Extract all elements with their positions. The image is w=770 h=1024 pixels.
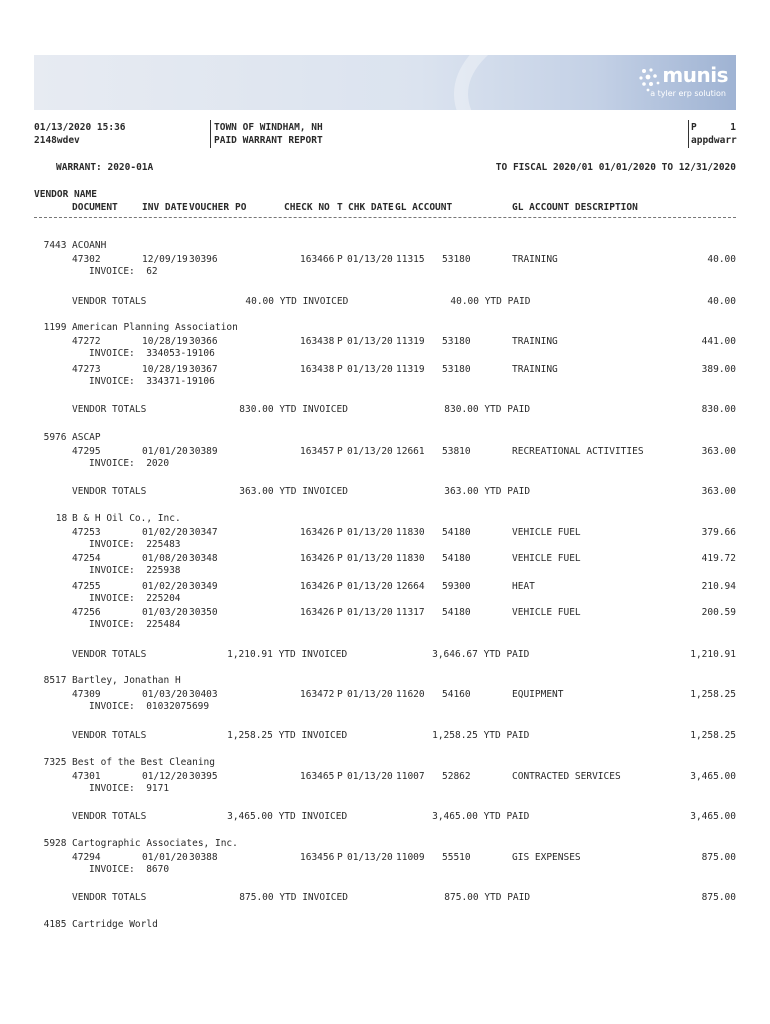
vendor-number: 1199 [43,322,67,333]
vendor-name: American Planning Association [72,322,238,333]
line-gl-org: 12661 [396,446,425,457]
line-type: P [337,527,343,538]
vendor-number: 7325 [43,757,67,768]
town-name: TOWN OF WINDHAM, NH [214,122,323,133]
line-type: P [337,254,343,265]
col-po: PO [235,202,247,213]
vendor-name: Bartley, Jonathan H [72,675,181,686]
line-type: P [337,553,343,564]
vendor-ytd-paid: 363.00 YTD PAID [444,486,531,497]
line-check-no: 163426 [300,607,335,618]
line-chk-date: 01/13/20 [347,581,393,592]
line-gl-description: HEAT [512,581,535,592]
line-gl-description: EQUIPMENT [512,689,564,700]
vendor-number: 7443 [43,240,67,251]
line-check-no: 163426 [300,527,335,538]
line-voucher: 30389 [189,446,218,457]
vendor-name: Cartridge World [72,919,158,930]
line-chk-date: 01/13/20 [347,336,393,347]
line-document: 47309 [72,689,101,700]
line-gl-org: 11830 [396,553,425,564]
line-check-no: 163456 [300,852,335,863]
fiscal-range: TO FISCAL 2020/01 01/01/2020 TO 12/31/2020 [495,162,736,173]
line-check-no: 163438 [300,336,335,347]
vendor-ytd-paid: 40.00 YTD PAID [450,296,531,307]
vendor-ytd-invoiced: 363.00 YTD INVOICED [239,486,348,497]
vendor-totals-label: VENDOR TOTALS [72,404,147,415]
line-amount: 363.00 [701,446,736,457]
vendor-number: 18 [55,513,68,524]
line-gl-org: 11319 [396,364,425,375]
line-inv-date: 01/08/20 [142,553,188,564]
line-gl-description: TRAINING [512,364,558,375]
line-invoice: INVOICE: 334371-19106 [89,376,215,387]
line-amount: 441.00 [701,336,736,347]
line-amount: 389.00 [701,364,736,375]
line-voucher: 30403 [189,689,218,700]
line-type: P [337,607,343,618]
line-check-no: 163465 [300,771,335,782]
line-type: P [337,364,343,375]
line-check-no: 163426 [300,581,335,592]
line-gl-object: 52862 [442,771,471,782]
line-gl-org: 12664 [396,581,425,592]
line-document: 47254 [72,553,101,564]
line-gl-object: 53180 [442,254,471,265]
line-amount: 210.94 [701,581,736,592]
vendor-ytd-invoiced: 830.00 YTD INVOICED [239,404,348,415]
line-gl-org: 11009 [396,852,425,863]
line-inv-date: 01/12/20 [142,771,188,782]
line-invoice: INVOICE: 334053-19106 [89,348,215,359]
col-voucher: VOUCHER [189,202,230,213]
line-document: 47302 [72,254,101,265]
vendor-totals-amount: 830.00 [701,404,736,415]
line-invoice: INVOICE: 2020 [89,458,170,469]
col-t: T [337,202,343,213]
line-gl-description: CONTRACTED SERVICES [512,771,621,782]
vendor-number: 5928 [43,838,67,849]
line-inv-date: 01/02/20 [142,581,188,592]
line-chk-date: 01/13/20 [347,689,393,700]
line-voucher: 30367 [189,364,218,375]
line-invoice: INVOICE: 01032075699 [89,701,210,712]
header-divider-left [210,120,211,148]
vendor-name: ACOANH [72,240,107,251]
line-voucher: 30347 [189,527,218,538]
line-gl-object: 59300 [442,581,471,592]
vendor-number: 8517 [43,675,67,686]
line-inv-date: 10/28/19 [142,336,188,347]
vendor-totals-label: VENDOR TOTALS [72,486,147,497]
line-document: 47273 [72,364,101,375]
line-amount: 1,258.25 [690,689,736,700]
vendor-ytd-invoiced: 1,210.91 YTD INVOICED [227,649,348,660]
vendor-totals-amount: 875.00 [701,892,736,903]
line-invoice: INVOICE: 225938 [89,565,181,576]
line-amount: 419.72 [701,553,736,564]
line-inv-date: 01/03/20 [142,689,188,700]
line-voucher: 30396 [189,254,218,265]
vendor-name: ASCAP [72,432,101,443]
line-amount: 875.00 [701,852,736,863]
line-check-no: 163457 [300,446,335,457]
line-amount: 3,465.00 [690,771,736,782]
line-gl-object: 54180 [442,607,471,618]
line-gl-description: VEHICLE FUEL [512,527,581,538]
line-voucher: 30366 [189,336,218,347]
vendor-number: 4185 [43,919,67,930]
vendor-totals-label: VENDOR TOTALS [72,730,147,741]
line-voucher: 30388 [189,852,218,863]
vendor-ytd-paid: 1,258.25 YTD PAID [432,730,530,741]
line-document: 47295 [72,446,101,457]
line-gl-object: 54180 [442,527,471,538]
line-type: P [337,689,343,700]
line-type: P [337,581,343,592]
line-type: P [337,852,343,863]
vendor-ytd-paid: 830.00 YTD PAID [444,404,531,415]
line-document: 47294 [72,852,101,863]
line-gl-org: 11620 [396,689,425,700]
line-amount: 379.66 [701,527,736,538]
line-amount: 200.59 [701,607,736,618]
col-vendor-name: VENDOR NAME [34,189,97,200]
vendor-name: Cartographic Associates, Inc. [72,838,238,849]
vendor-totals-label: VENDOR TOTALS [72,892,147,903]
line-invoice: INVOICE: 62 [89,266,158,277]
report-user: 2148wdev [34,135,80,146]
vendor-ytd-invoiced: 40.00 YTD INVOICED [245,296,349,307]
line-chk-date: 01/13/20 [347,771,393,782]
vendor-number: 5976 [43,432,67,443]
line-chk-date: 01/13/20 [347,364,393,375]
line-gl-object: 54180 [442,553,471,564]
line-gl-org: 11319 [396,336,425,347]
line-inv-date: 12/09/19 [142,254,188,265]
line-gl-org: 11317 [396,607,425,618]
line-voucher: 30349 [189,581,218,592]
line-gl-description: VEHICLE FUEL [512,553,581,564]
vendor-totals-amount: 1,210.91 [690,649,736,660]
vendor-totals-amount: 363.00 [701,486,736,497]
vendor-ytd-invoiced: 3,465.00 YTD INVOICED [227,811,348,822]
line-document: 47255 [72,581,101,592]
vendor-totals-label: VENDOR TOTALS [72,811,147,822]
report-banner [34,55,736,110]
logo-wordmark: munis [662,63,728,87]
header-rule [34,217,736,218]
line-chk-date: 01/13/20 [347,607,393,618]
line-gl-object: 55510 [442,852,471,863]
munis-logo [638,63,728,105]
line-chk-date: 01/13/20 [347,852,393,863]
line-voucher: 30350 [189,607,218,618]
line-chk-date: 01/13/20 [347,254,393,265]
col-chk-date: CHK DATE [348,202,394,213]
vendor-ytd-invoiced: 875.00 YTD INVOICED [239,892,348,903]
vendor-name: Best of the Best Cleaning [72,757,215,768]
program-name: appdwarr [691,135,737,146]
line-voucher: 30348 [189,553,218,564]
logo-tagline: a tyler erp solution [650,89,726,98]
line-invoice: INVOICE: 8670 [89,864,170,875]
line-gl-description: GIS EXPENSES [512,852,581,863]
line-gl-org: 11007 [396,771,425,782]
line-gl-description: TRAINING [512,254,558,265]
line-gl-org: 11830 [396,527,425,538]
col-inv-date: INV DATE [142,202,188,213]
col-check-no: CHECK NO [284,202,330,213]
line-document: 47301 [72,771,101,782]
vendor-ytd-paid: 875.00 YTD PAID [444,892,531,903]
col-gl-description: GL ACCOUNT DESCRIPTION [512,202,638,213]
line-gl-org: 11315 [396,254,425,265]
line-inv-date: 01/01/20 [142,446,188,457]
vendor-totals-amount: 40.00 [707,296,736,307]
line-chk-date: 01/13/20 [347,446,393,457]
vendor-totals-amount: 1,258.25 [690,730,736,741]
line-document: 47253 [72,527,101,538]
line-gl-object: 53180 [442,364,471,375]
line-gl-object: 54160 [442,689,471,700]
line-inv-date: 10/28/19 [142,364,188,375]
line-check-no: 163438 [300,364,335,375]
line-voucher: 30395 [189,771,218,782]
line-check-no: 163472 [300,689,335,700]
line-chk-date: 01/13/20 [347,553,393,564]
vendor-totals-label: VENDOR TOTALS [72,296,147,307]
col-document: DOCUMENT [72,202,118,213]
line-gl-description: RECREATIONAL ACTIVITIES [512,446,644,457]
line-type: P [337,446,343,457]
line-gl-object: 53180 [442,336,471,347]
line-inv-date: 01/01/20 [142,852,188,863]
col-gl-account: GL ACCOUNT [395,202,453,213]
page-label: P [691,122,697,133]
line-invoice: INVOICE: 225484 [89,619,181,630]
line-invoice: INVOICE: 9171 [89,783,170,794]
line-type: P [337,336,343,347]
line-inv-date: 01/02/20 [142,527,188,538]
vendor-ytd-paid: 3,465.00 YTD PAID [432,811,530,822]
line-check-no: 163426 [300,553,335,564]
header-divider-right [688,120,689,148]
vendor-ytd-invoiced: 1,258.25 YTD INVOICED [227,730,348,741]
page-number: 1 [730,122,736,133]
line-document: 47272 [72,336,101,347]
line-gl-description: VEHICLE FUEL [512,607,581,618]
line-amount: 40.00 [707,254,736,265]
line-inv-date: 01/03/20 [142,607,188,618]
line-gl-description: TRAINING [512,336,558,347]
line-invoice: INVOICE: 225204 [89,593,181,604]
vendor-totals-label: VENDOR TOTALS [72,649,147,660]
line-check-no: 163466 [300,254,335,265]
vendor-name: B & H Oil Co., Inc. [72,513,181,524]
line-document: 47256 [72,607,101,618]
line-gl-object: 53810 [442,446,471,457]
report-title: PAID WARRANT REPORT [214,135,323,146]
vendor-totals-amount: 3,465.00 [690,811,736,822]
vendor-ytd-paid: 3,646.67 YTD PAID [432,649,530,660]
line-chk-date: 01/13/20 [347,527,393,538]
report-datetime: 01/13/2020 15:36 [34,122,126,133]
line-type: P [337,771,343,782]
warrant-label: WARRANT: 2020-01A [56,162,154,173]
line-invoice: INVOICE: 225483 [89,539,181,550]
